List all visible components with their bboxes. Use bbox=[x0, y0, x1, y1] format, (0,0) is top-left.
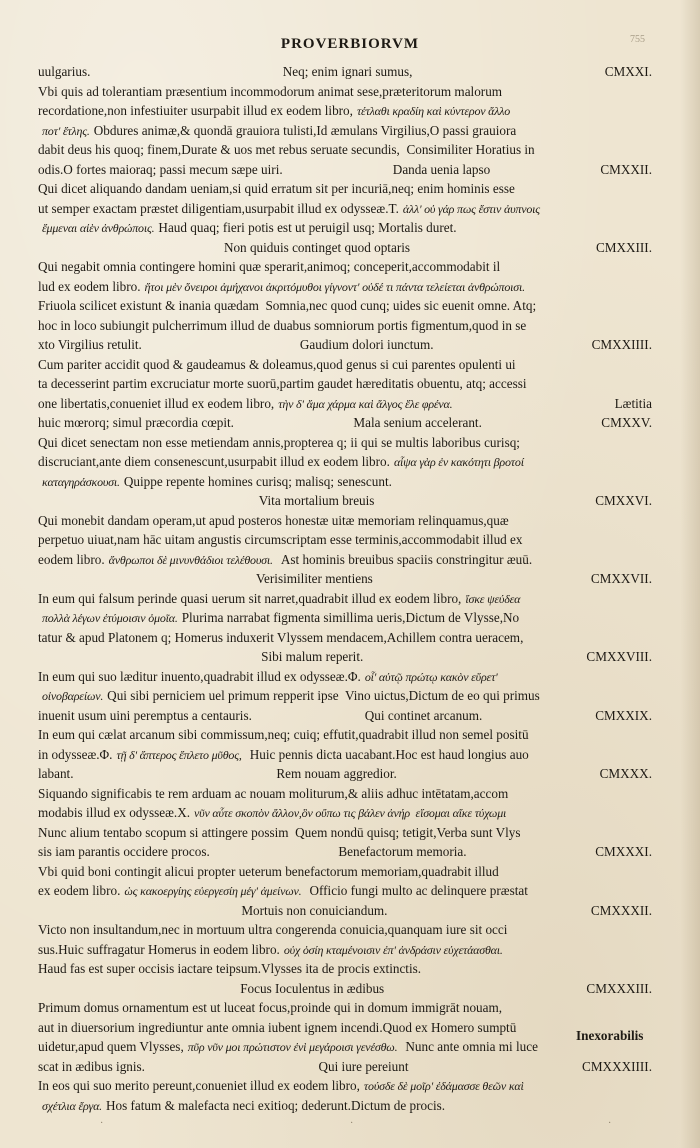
latin-text: one libertatis,conueniet illud ex eodem libro, bbox=[38, 395, 275, 411]
text-line bbox=[38, 296, 658, 316]
text-line bbox=[38, 1096, 658, 1116]
greek-quote: ὡς κακοεργίης εὐεργεσίη μέγ' ἀμείνων. bbox=[124, 884, 302, 898]
latin-text: eodem libro. bbox=[38, 551, 105, 567]
proverb-title: Gaudium dolori iunctum. bbox=[299, 337, 434, 352]
text-line bbox=[38, 550, 658, 570]
latin-text: Cum pariter accidit quod & gaudeamus & doleamus,quod genus si cui parentes opulenti ui bbox=[38, 356, 516, 372]
latin-text: odis.O fortes maioraq; passi mecum sæpe uiri. bbox=[38, 161, 283, 177]
proverb-number: CMXXXIIII. bbox=[582, 1058, 652, 1074]
proverb-number: CMXXXI. bbox=[595, 844, 652, 859]
proverb-title: Neq; enim ignari sumus, bbox=[282, 64, 413, 79]
text-line bbox=[38, 862, 658, 882]
latin-text: Nunc ante omnia mi luce bbox=[405, 1039, 538, 1054]
greek-quote: ἀλλ' οὐ γάρ πως ἔστιν ἀυπνοις bbox=[402, 201, 540, 216]
latin-text: dabit deus his quoq; finem,Durate & uos met rebus seruate secundis, Consimiliter Horatius in bbox=[38, 142, 535, 157]
text-line bbox=[38, 764, 658, 784]
greek-quote: νῦν αὖτε σκοπὸν ἄλλον,ὃν οὔπω τις βάλεν ἀνήρ εἴσομαι αἴκε τύχωμι bbox=[194, 806, 507, 820]
text-line bbox=[38, 940, 658, 960]
catchword: Inexorabilis bbox=[576, 1028, 644, 1043]
latin-text: xto Virgilius retulit. bbox=[38, 337, 142, 352]
proverb-number: CMXXV. bbox=[601, 415, 652, 430]
text-line bbox=[38, 199, 658, 219]
text-line bbox=[38, 706, 658, 726]
latin-text: Siquando significabis te rem arduam ac nouam moliturum,& aliis adhuc intētatam,accom bbox=[38, 785, 509, 801]
latin-text: perpetuo uiuat,nam hāc uitam angustis circumscriptam esse terminis,accommodabit illud ex bbox=[38, 532, 523, 547]
latin-text: In eos qui suo merito pereunt,conueniet illud ex eodem libro, bbox=[38, 1078, 360, 1093]
latin-text: discruciant,ante diem consenescunt,usurpabit illud ex eodem libro. bbox=[38, 454, 390, 469]
latin-text: ta decesserint partim excruciatur morte suorū,partim gaudet hæreditatis obuentu, atq; accessi bbox=[38, 376, 527, 391]
proverb-number: CMXXII. bbox=[600, 161, 652, 177]
text-line bbox=[38, 842, 658, 862]
proverb-title: Verisimiliter mentiens bbox=[255, 571, 373, 586]
greek-quote: ἤτοι μὲν ὄνειροι ἀμήχανοι ἀκριτόμυθοι γίγνοντ' οὐδέ τι πάντα τελείεται ἀνθρώποισι. bbox=[144, 279, 525, 294]
latin-text: Obdures animæ,& quondā grauiora tulisti,Id æmulans Virgilius,O passi grauiora bbox=[93, 122, 517, 138]
text-line bbox=[38, 686, 658, 706]
text-line bbox=[38, 433, 658, 453]
text-line bbox=[38, 218, 658, 238]
text-line bbox=[38, 979, 658, 999]
text-line bbox=[38, 394, 658, 414]
proverb-title: Qui iure pereiunt bbox=[318, 1058, 409, 1074]
greek-quote: τὴν δ' ἅμα χάρμα καὶ ἄλγος ἕλε φρένα. bbox=[278, 396, 453, 411]
latin-text: Plurima narrabat figmenta simillima ueris,Dictum de Vlysse,No bbox=[181, 610, 520, 625]
proverb-number: CMXXIII. bbox=[595, 239, 652, 255]
latin-text: lud ex eodem libro. bbox=[38, 278, 141, 294]
text-line bbox=[38, 784, 658, 804]
text-line bbox=[38, 647, 658, 667]
latin-text: labant. bbox=[38, 766, 74, 781]
latin-text: aut in diuersorium ingrediuntur ante omnia iubent ignem incendi.Quod ex Homero sumptū bbox=[38, 1019, 517, 1035]
greek-quote: πῦρ νῦν μοι πρώτιστον ἐνὶ μεγάροισι γενέσθω. bbox=[187, 1040, 398, 1054]
proverb-title: Vita mortalium breuis bbox=[258, 493, 375, 508]
proverb-number: CMXXVIII. bbox=[586, 649, 652, 664]
page-mark: · bbox=[100, 1118, 104, 1129]
latin-text: modabis illud ex odysseæ.X. bbox=[38, 805, 191, 820]
proverb-number: Lætitia bbox=[614, 395, 652, 411]
proverb-number: CMXXVI. bbox=[595, 493, 652, 508]
text-line bbox=[38, 530, 658, 550]
latin-text: recordatione,non infestiuiter usurpabit illud ex eodem libro, bbox=[38, 103, 353, 118]
greek-quote: οἰνοβαρείων. bbox=[42, 689, 104, 703]
proverb-number: CMXXXII. bbox=[590, 902, 652, 918]
proverb-title: Mala senium accelerant. bbox=[353, 415, 482, 430]
proverb-title: Danda uenia lapso bbox=[392, 161, 491, 177]
latin-text: Victo non insultandum,nec in mortuum ultra congerenda conuicia,quanquam iure sit occi bbox=[38, 922, 508, 937]
text-line bbox=[38, 257, 658, 277]
text-line bbox=[38, 511, 658, 531]
text-line bbox=[38, 491, 658, 511]
page-mark: · bbox=[608, 1118, 612, 1129]
proverb-number: CMXXIX. bbox=[595, 707, 652, 723]
greek-quote: πολλὰ λέγων ἐτύμοισιν ὁμοῖα. bbox=[42, 611, 178, 625]
greek-quote: σχέτλια ἔργα. bbox=[42, 1098, 102, 1113]
latin-text: Huic pennis dicta uacabant.Hoc est haud longius auo bbox=[249, 746, 529, 762]
text-line bbox=[38, 628, 658, 648]
text-line bbox=[38, 959, 658, 979]
latin-text: Qui negabit omnia contingere homini quæ sperarit,animoq; conceperit,accommodabit il bbox=[38, 259, 501, 274]
proverb-title: Rem nouam aggredior. bbox=[276, 766, 397, 781]
latin-text: inuenit usum uini peremptus a centauris. bbox=[38, 707, 252, 723]
text-line bbox=[38, 355, 658, 375]
latin-text: In eum qui falsum perinde quasi uerum sit narret,quadrabit illud ex eodem libro, bbox=[38, 590, 462, 606]
latin-text: Qui monebit dandam operam,ut apud posteros honestæ uitæ memoriam relinquamus,quæ bbox=[38, 512, 509, 528]
greek-quote: ἔμμεναι αἰὲν ἀνθρώποις. bbox=[42, 221, 155, 235]
text-line bbox=[38, 901, 658, 921]
latin-text: Haud quaq; fieri potis est ut peruigil usq; Mortalis duret. bbox=[158, 220, 457, 235]
latin-text: Quippe repente homines curisq; malisq; senescunt. bbox=[123, 473, 392, 489]
latin-text: scat in ædibus ignis. bbox=[38, 1058, 145, 1074]
greek-quote: ἄνθρωποι δὲ μινυνθάδιοι τελέθουσι. bbox=[108, 552, 273, 567]
latin-text: in odysseæ.Φ. bbox=[38, 746, 113, 762]
page-edge-shadow bbox=[680, 0, 700, 1148]
text-line bbox=[38, 1037, 658, 1057]
latin-text: sis iam parantis occidere procos. bbox=[38, 844, 210, 859]
proverb-title: Mortuis non conuiciandum. bbox=[241, 902, 388, 918]
greek-quote: οὐχ ὁσίη κταμένοισιν ἐπ' ἀνδράσιν εὐχετάασθαι. bbox=[283, 942, 503, 957]
text-line bbox=[38, 335, 658, 355]
text-line bbox=[38, 1076, 658, 1096]
proverb-number: CMXXXIII. bbox=[586, 980, 652, 996]
folio-number: 755 bbox=[630, 34, 645, 45]
latin-text: uulgarius. bbox=[38, 64, 91, 79]
text-line bbox=[38, 725, 658, 745]
proverb-title: Non quiduis continget quod optaris bbox=[223, 239, 411, 255]
latin-text: Officio fungi multo ac delinquere præstat bbox=[309, 883, 528, 898]
text-line bbox=[38, 101, 658, 121]
text-line bbox=[38, 1018, 658, 1038]
latin-text: Qui sibi perniciem uel primum repperit ipse Vino uictus,Dictum de eo qui primus bbox=[107, 688, 540, 703]
proverb-number: CMXXX. bbox=[599, 766, 652, 781]
text-line bbox=[38, 881, 658, 901]
latin-text: Qui dicet senectam non esse metiendam annis,propterea q; ii qui se multis laboribus curisq; bbox=[38, 434, 520, 450]
proverb-title: Benefactorum memoria. bbox=[338, 844, 467, 859]
text-line bbox=[38, 62, 658, 82]
latin-text: Nunc alium tentabo scopum si attingere possim Quem nondū quisq; tetigit,Verba sunt Vlys bbox=[38, 824, 521, 840]
latin-text: Haud fas est super occisis iactare teipsum.Vlysses ita de procis extinctis. bbox=[38, 961, 422, 976]
text-line bbox=[38, 472, 658, 492]
greek-quote: καταγηράσκουσι. bbox=[42, 474, 120, 489]
text-line bbox=[38, 998, 658, 1018]
text-block bbox=[38, 62, 658, 1115]
text-line bbox=[38, 608, 658, 628]
latin-text: Vbi quid boni contingit alicui propter ueterum benefactorum memoriam,quadrabit illud bbox=[38, 863, 499, 879]
latin-text: Vbi quis ad tolerantiam præsentium incommodorum animat sese,præteritorum malorum bbox=[38, 83, 503, 99]
text-line bbox=[38, 920, 658, 940]
text-line bbox=[38, 803, 658, 823]
latin-text: Hos fatum & malefacta neci exitioq; dederunt.Dictum de procis. bbox=[105, 1097, 446, 1113]
latin-text: In eum qui cælat arcanum sibi commissum,neq; cuiq; effutit,quadrabit illud non semel positū bbox=[38, 727, 529, 742]
text-line bbox=[38, 277, 658, 297]
text-line bbox=[38, 745, 658, 765]
text-line bbox=[38, 569, 658, 589]
text-line bbox=[38, 589, 658, 609]
greek-quote: τῇ δ' ἄπτερος ἔπλετο μῦθος, bbox=[116, 747, 242, 762]
text-line bbox=[38, 238, 658, 258]
text-line bbox=[38, 316, 658, 336]
text-line bbox=[38, 1057, 658, 1077]
text-line bbox=[38, 413, 658, 433]
proverb-number: CMXXI. bbox=[604, 64, 652, 79]
text-line bbox=[38, 823, 658, 843]
latin-text: sus.Huic suffragatur Homerus in eodem libro. bbox=[38, 941, 280, 957]
greek-quote: οἷ' αὐτῷ πρώτῳ κακὸν εὕρετ' bbox=[364, 669, 498, 684]
text-line bbox=[38, 121, 658, 141]
latin-text: tatur & apud Platonem q; Homerus induxerit Vlyssem mendacem,Achillem contra ueracem, bbox=[38, 629, 524, 645]
latin-text: Primum domus ornamentum est ut luceat focus,proinde qui in domum immigrāt nouam, bbox=[38, 1000, 503, 1015]
greek-quote: ἴσκε ψεύδεα bbox=[465, 591, 521, 606]
latin-text: Qui dicet aliquando dandam ueniam,si quid erratum sit per incuriā,neq; enim hominis esse bbox=[38, 181, 515, 196]
proverb-title: Sibi malum reperit. bbox=[261, 649, 364, 664]
latin-text: ex eodem libro. bbox=[38, 883, 121, 898]
latin-text: hoc in loco subiungit pulcherrimum illud de duabus somniorum portis figmentum,quod in se bbox=[38, 317, 527, 333]
latin-text: ut semper exactam præstet diligentiam,usurpabit illud ex odysseæ.T. bbox=[38, 200, 399, 216]
text-line bbox=[38, 179, 658, 199]
proverb-title: Focus Ioculentus in ædibus bbox=[240, 980, 385, 996]
greek-quote: ποτ' ἔτλης. bbox=[42, 123, 90, 138]
latin-text: In eum qui suo læditur inuento,quadrabit illud ex odysseæ.Φ. bbox=[38, 668, 361, 684]
running-header: PROVERBIORVM bbox=[280, 36, 420, 52]
latin-text: Friuola scilicet existunt & inania quædam Somnia,nec quod cunq; uides sic euenit omne. Atq; bbox=[38, 298, 537, 313]
page-mark: · bbox=[350, 1118, 354, 1129]
proverb-title: Qui continet arcanum. bbox=[364, 707, 483, 723]
text-line bbox=[38, 667, 658, 687]
greek-quote: αἶψα γὰρ ἐν κακότητι βροτοί bbox=[393, 455, 524, 469]
text-line bbox=[38, 82, 658, 102]
proverb-number: CMXXIIII. bbox=[591, 337, 652, 352]
greek-quote: τέτλαθι κραδίη καὶ κύντερον ἄλλο bbox=[356, 104, 511, 118]
text-line bbox=[38, 374, 658, 394]
text-line bbox=[38, 452, 658, 472]
proverb-number: CMXXVII. bbox=[590, 571, 652, 586]
text-line bbox=[38, 160, 658, 180]
latin-text: uidetur,apud quem Vlysses, bbox=[38, 1039, 184, 1054]
greek-quote: τούσδε δὲ μοῖρ' ἐδάμασσε θεῶν καὶ bbox=[363, 1079, 524, 1093]
latin-text: Ast hominis breuibus spaciis constringitur æuū. bbox=[280, 551, 533, 567]
latin-text: huic mœrorq; simul præcordia cœpit. bbox=[38, 415, 234, 430]
text-line bbox=[38, 140, 658, 160]
